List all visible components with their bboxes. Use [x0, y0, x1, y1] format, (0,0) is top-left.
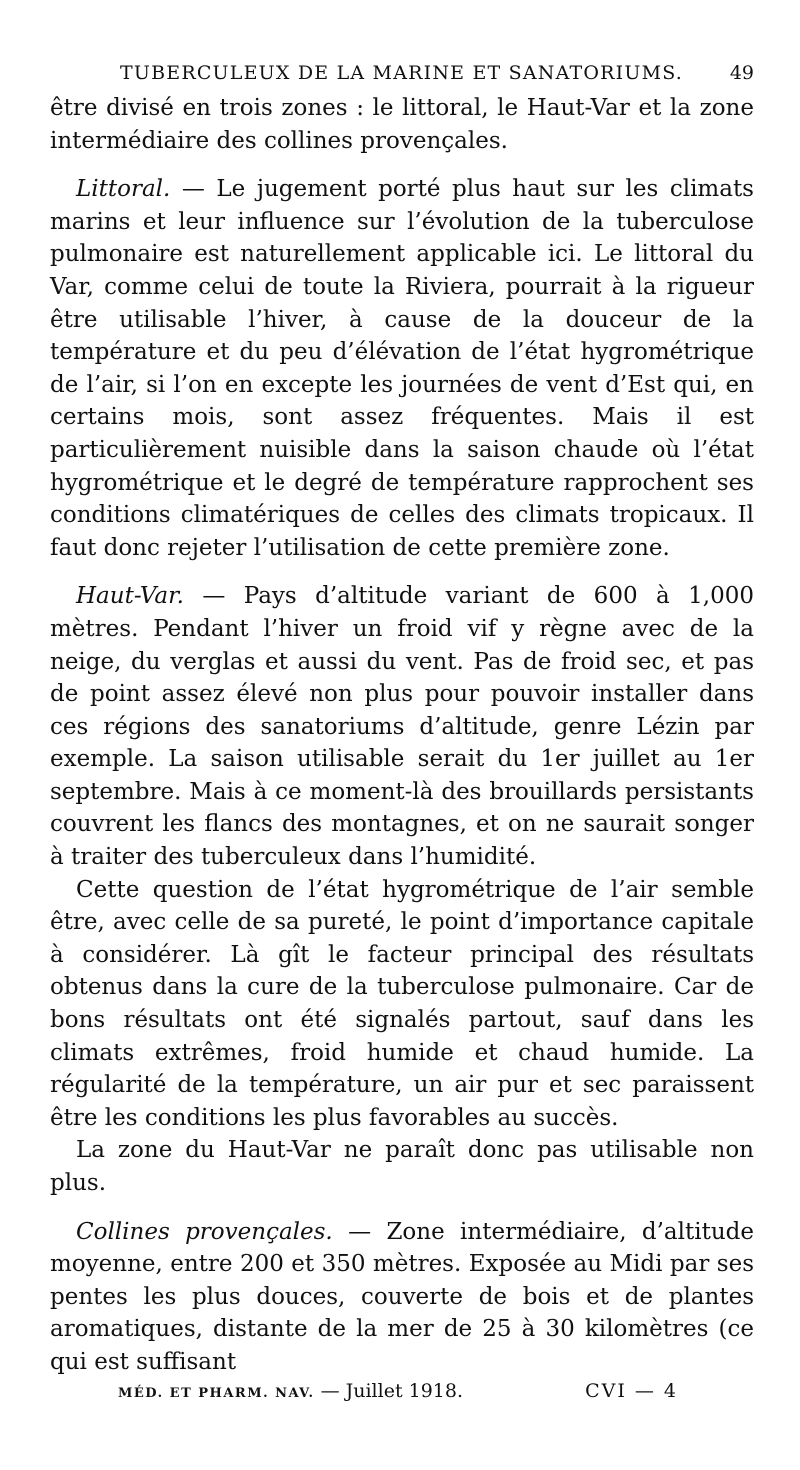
page-footer: [118, 1380, 678, 1402]
page: [50, 62, 754, 1379]
paragraph-littoral-text: — Le jugement porté plus haut sur les climats marins et leur influence sur l’évolution de la tuberculose pulmonaire est naturellement applicable ici. Le littoral du Var, comme celui de toute la Riviera, pourrait à la rigueur être utilisable l’hiver, à cause de la douceur de la température et du peu d’élévation de l’état hygrométrique de l’air, si l’on en excepte les journées de vent d’Est qui, en certains mois, sont assez fréquentes. Mais il est particulièrement nuisible dans la saison chaude où l’état hygrométrique et le degré de température rapprochent ses conditions climatériques de celles des climats tropicaux. Il faut donc rejeter l’utilisation de cette première zone.: [50, 176, 754, 561]
paragraph-collines: [50, 1216, 754, 1379]
paragraph-collines-text: — Zone intermédiaire, d’altitude moyenne, entre 200 et 350 mètres. Exposée au Midi par ses pentes les plus douces, couverte de bois et de plantes aromatiques, distante de la mer de 25 à 30 kilomètres (ce qui est suffisant: [50, 1218, 754, 1375]
section-lead-haut-var: Haut-Var.: [76, 583, 184, 610]
journal-abbrev: MÉD. ET PHARM. NAV.: [118, 1386, 315, 1401]
footer-left: [118, 1380, 463, 1402]
running-title: TUBERCULEUX DE LA MARINE ET SANATORIUMS.: [120, 62, 684, 84]
paragraph-hygrometry: Cette question de l’état hygrométrique de l’air semble être, avec celle de sa pureté, le point d’importance capitale à considérer. Là gît le facteur principal des résultats obtenus dans la cure de la tuberculose pulmonaire. Car de bons résultats ont été signalés partout, sauf dans les climats extrêmes, froid humide et chaud humide. La régularité de la température, un air pur et sec paraissent être les conditions les plus favorables au succès.: [50, 876, 754, 1131]
paragraph-haut-var-text: — Pays d’altitude variant de 600 à 1,000 mètres. Pendant l’hiver un froid vif y règne avec de la neige, du verglas et aussi du vent. Pas de froid sec, et pas de point assez élevé non plus pour pouvoir installer dans ces régions des sanatoriums d’altitude, genre Lézin par exemple. La saison utilisable serait du 1er juillet au 1er septembre. Mais à ce moment-là des brouillards persistants couvrent les flancs des montagnes, et on ne saurait songer à traiter des tuberculeux dans l’humidité.: [50, 583, 754, 871]
section-lead-littoral: Littoral.: [76, 176, 171, 203]
paragraph-haut-var: [50, 580, 754, 873]
paragraph-littoral: [50, 173, 754, 564]
issue-date: — Juillet 1918.: [320, 1380, 464, 1402]
paragraph-intro: être divisé en trois zones : le littoral, le Haut-Var et la zone intermédiaire des collines provençales.: [50, 95, 754, 154]
page-number: 49: [729, 62, 754, 84]
paragraph-conclusion: La zone du Haut-Var ne paraît donc pas utilisable non plus.: [50, 1137, 754, 1196]
section-lead-collines: Collines provençales.: [76, 1218, 333, 1245]
printer-signature: CVI — 4: [585, 1380, 678, 1402]
running-header: [50, 62, 754, 84]
